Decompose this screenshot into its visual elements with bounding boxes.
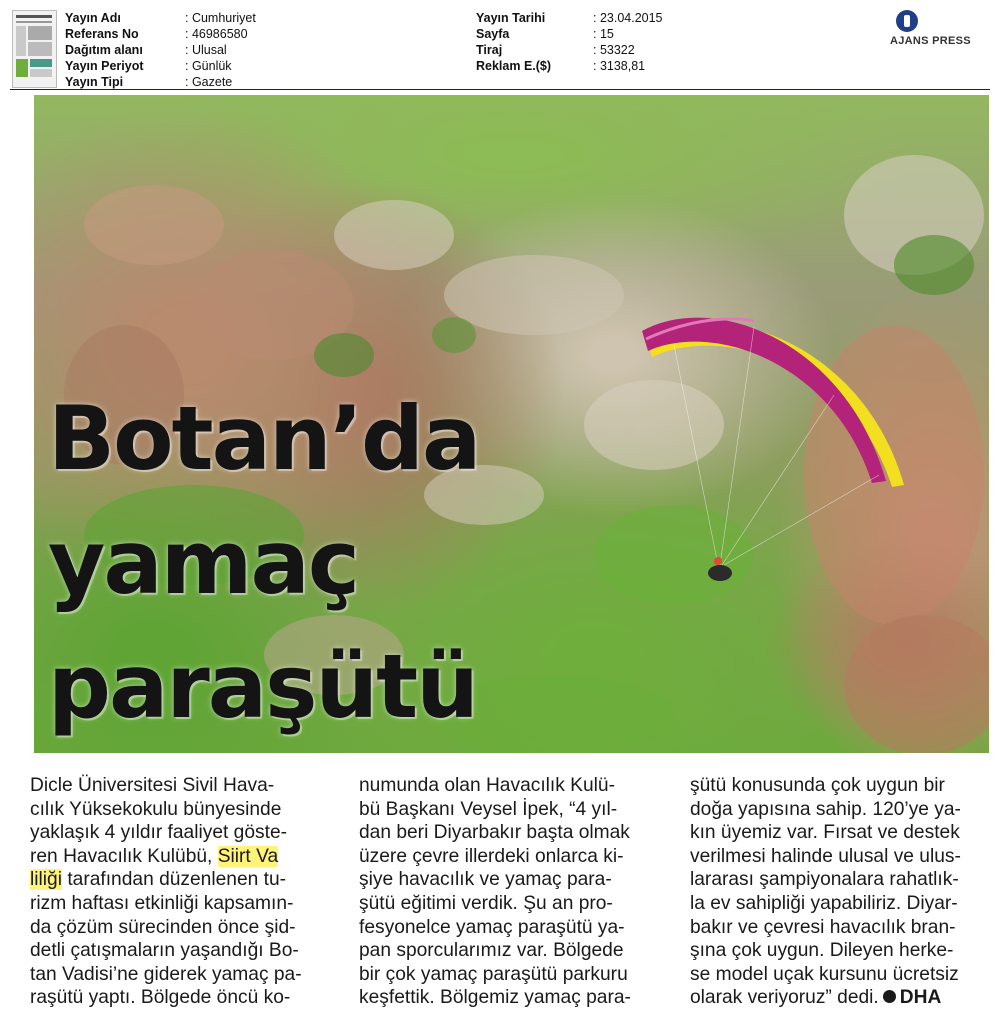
article-column-1: [30, 774, 330, 1010]
header-divider: [10, 89, 990, 90]
headline-line: paraşütü: [48, 635, 477, 738]
meta-row: [476, 10, 663, 26]
meta-label: Tiraj: [476, 43, 503, 57]
meta-right: [476, 10, 663, 74]
article-line: da çözüm sürecinden önce şid-: [30, 916, 296, 938]
article-text: ren Havacılık Kulübü,: [30, 845, 218, 867]
meta-value: : 53322: [593, 43, 635, 57]
article-photo: [34, 95, 989, 753]
meta-row: [476, 58, 663, 74]
article-column-3: [690, 774, 990, 1010]
article-line: [30, 845, 330, 869]
article-line: bir çok yamaç paraşütü parkuru: [359, 963, 628, 985]
article-line: yaklaşık 4 yıldır faaliyet göste-: [30, 822, 288, 844]
article-last-line: [690, 986, 990, 1010]
meta-row: [65, 26, 256, 42]
article-column-2: [359, 774, 659, 1010]
meta-value: : Ulusal: [185, 43, 227, 57]
meta-label: Referans No: [65, 27, 139, 41]
article-line: cılık Yüksekokulu bünyesinde: [30, 798, 282, 820]
page-thumbnail[interactable]: [12, 10, 57, 88]
headline-line: Botan’da: [48, 387, 480, 490]
meta-value: : Cumhuriyet: [185, 11, 256, 25]
article-line: Dicle Üniversitesi Sivil Hava-: [30, 775, 275, 796]
meta-row: [65, 42, 256, 58]
meta-value: : 46986580: [185, 27, 248, 41]
article-text: tarafından düzenlenen tu-: [62, 869, 287, 891]
article-line: doğa yapısına sahip. 120’ye ya-: [690, 798, 961, 820]
article-line: tan Vadisi’ne giderek yamaç pa-: [30, 963, 302, 985]
meta-row: [65, 74, 256, 90]
article-line: lararası şampiyonalara rahatlık-: [690, 869, 959, 891]
news-agency-signature: DHA: [899, 987, 942, 1009]
meta-row: [65, 10, 256, 26]
ajans-press-logo: [890, 10, 990, 50]
article-line: pan sporcularımız var. Bölgede: [359, 940, 624, 962]
article-headline: [48, 377, 479, 749]
article-line: detli çatışmaların yaşandığı Bo-: [30, 940, 299, 962]
article-line: verilmesi halinde ulusal ve ulus-: [690, 845, 961, 867]
meta-label: Yayın Tarihi: [476, 11, 546, 25]
logo-text: AJANS PRESS: [890, 35, 971, 47]
article-line: se model uçak kursunu ücretsiz: [690, 963, 959, 985]
meta-label: Dağıtım alanı: [65, 43, 143, 57]
article-line: dan beri Diyarbakır başta olmak: [359, 822, 630, 844]
meta-label: Yayın Tipi: [65, 75, 124, 89]
article-line: bakır ve çevresi havacılık bran-: [690, 916, 956, 938]
meta-row: [476, 26, 663, 42]
article-line: raşütü yaptı. Bölgede öncü ko-: [30, 987, 291, 1009]
meta-label: Reklam E.($): [476, 59, 552, 73]
meta-label: Yayın Adı: [65, 11, 121, 25]
globe-icon: [896, 10, 918, 32]
highlighted-text: liliği: [30, 869, 62, 891]
article-line: keşfettik. Bölgemiz yamaç para-: [359, 987, 631, 1009]
meta-value: : 3138,81: [593, 59, 646, 73]
article-line: şiye havacılık ve yamaç para-: [359, 869, 612, 891]
highlighted-text: Siirt Va: [217, 845, 279, 867]
article-line: kın üyemiz var. Fırsat ve destek: [690, 822, 960, 844]
headline-line: yamaç: [48, 511, 358, 614]
bullet-icon: [883, 990, 896, 1003]
meta-value: : Gazete: [185, 75, 233, 89]
article-line: bü Başkanı Veysel İpek, “4 yıl-: [359, 798, 618, 820]
meta-row: [476, 42, 663, 58]
article-line: la ev sahipliği yapabiliriz. Diyar-: [690, 892, 958, 914]
article-line: şına çok uygun. Dileyen herke-: [690, 940, 954, 962]
meta-value: : 23.04.2015: [593, 11, 663, 25]
article-text: olarak veriyoruz” dedi.: [690, 987, 879, 1009]
meta-value: : 15: [593, 27, 614, 41]
meta-row: [65, 58, 256, 74]
article-line: fesyonelce yamaç paraşütü ya-: [359, 916, 625, 938]
meta-label: Yayın Periyot: [65, 59, 144, 73]
article-line: numunda olan Havacılık Kulü-: [359, 775, 615, 796]
article-line: üzere çevre illerdeki onlarca ki-: [359, 845, 624, 867]
meta-label: Sayfa: [476, 27, 510, 41]
article-line: [30, 868, 330, 892]
meta-value: : Günlük: [185, 59, 232, 73]
article-line: şütü eğitimi verdik. Şu an pro-: [359, 892, 613, 914]
meta-left: [65, 10, 256, 90]
article-line: rizm haftası etkinliği kapsamın-: [30, 892, 294, 914]
article-line: şütü konusunda çok uygun bir: [690, 775, 945, 796]
